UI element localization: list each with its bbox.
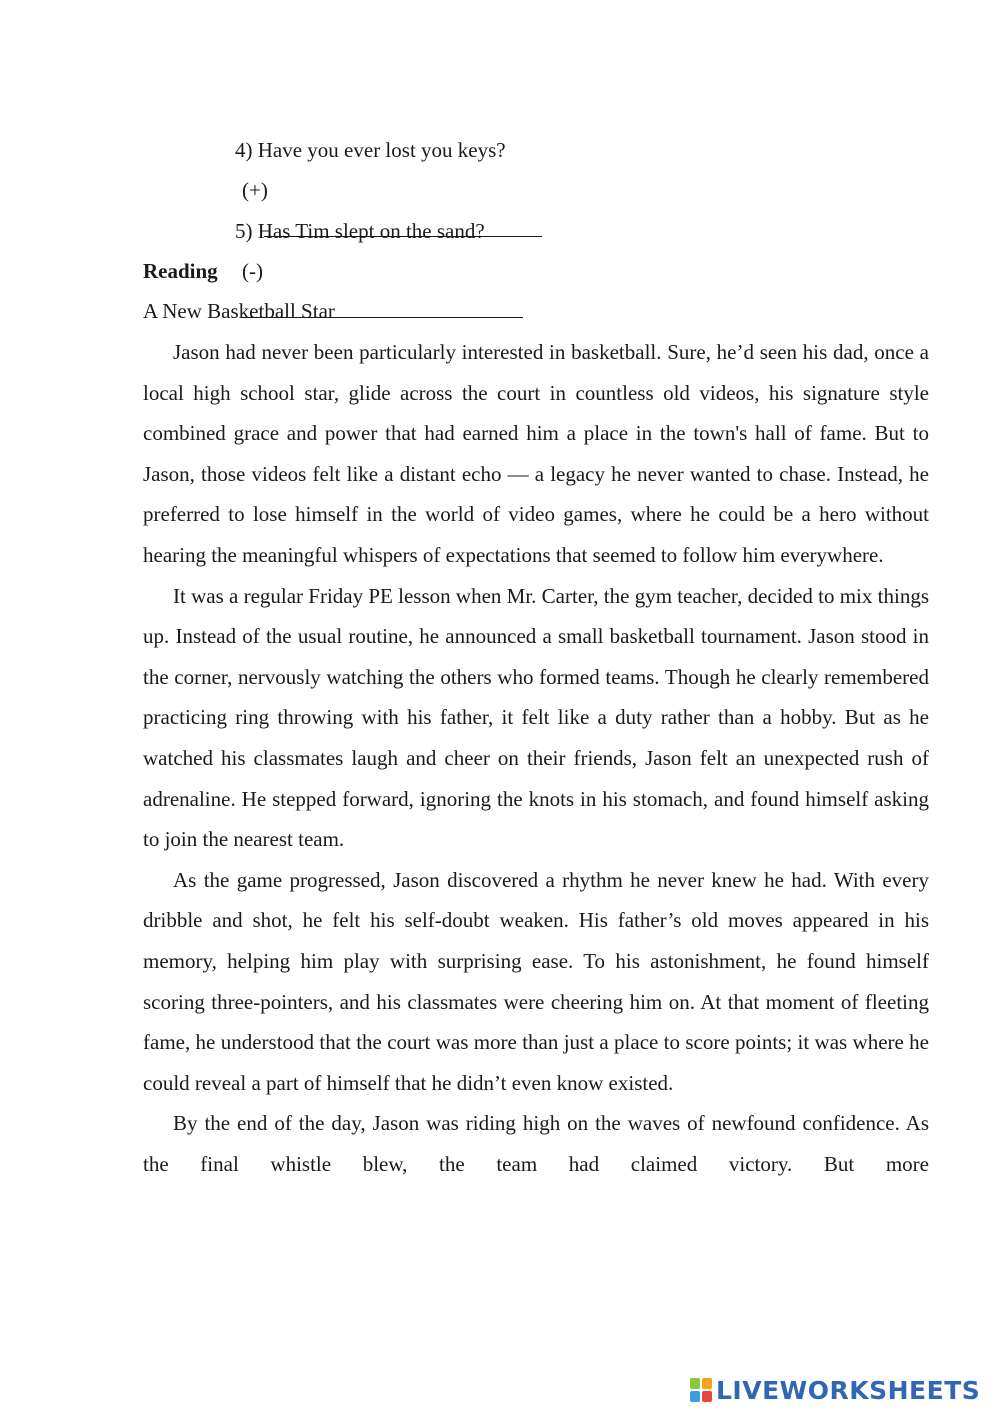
answer-marker-negative: (-) <box>242 259 263 283</box>
liveworksheets-logo[interactable] <box>690 1372 980 1408</box>
passage-paragraph-1: Jason had never been particularly interested in basketball. Sure, he’d seen his dad, once a local high school star, glide across the court in countless old videos, his signature style combined grace and power that had earned him a place in the town's hall of fame. But to Jason, those videos felt like a distant echo — a legacy he never wanted to chase. Instead, he preferred to lose himself in the world of video games, where he could be a hero without hearing the meaningful whispers of expectations that seemed to follow him everywhere. <box>143 340 929 567</box>
logo-wordmark: LIVEWORKSHEETS <box>716 1375 981 1405</box>
liveworksheets-mark-icon <box>690 1378 712 1402</box>
answer-marker-positive: (+) <box>242 178 268 202</box>
question-4-prompt: 4) Have you ever lost you keys? <box>235 138 506 162</box>
passage-paragraph-3: As the game progressed, Jason discovered a rhythm he never knew he had. With every dribble and shot, he felt his self-doubt weaken. His father’s old moves appeared in his memory, helping him play with surprising ease. To his astonishment, he found himself scoring three-pointers, and his classmates were cheering him on. At that moment of fleeting fame, he understood that the court was more than just a place to score points; it was where he could reveal a part of himself that he didn’t even know existed. <box>143 867 929 1095</box>
story-title: A New Basketball Star <box>143 299 335 323</box>
question-5-prompt: 5) Has Tim slept on the sand? <box>235 219 485 243</box>
reading-passage <box>143 332 929 1184</box>
passage-paragraph-2: It was a regular Friday PE lesson when Mr. Carter, the gym teacher, decided to mix things up. Instead of the usual routine, he announced a small basketball tournament. Jason stood in the corner, nervously watching the others who formed teams. Though he clearly remembered practicing ring throwing with his father, it felt like a duty rather than a hobby. But as he watched his classmates laugh and cheer on their friends, Jason felt an unexpected rush of adrenaline. He stepped forward, ignoring the knots in his stomach, and found himself asking to join the nearest team. <box>143 583 929 852</box>
reading-heading: Reading <box>143 259 218 283</box>
passage-paragraph-4: By the end of the day, Jason was riding high on the waves of newfound confidence. As the final whistle blew, the team had claimed victory. But more <box>143 1111 929 1176</box>
